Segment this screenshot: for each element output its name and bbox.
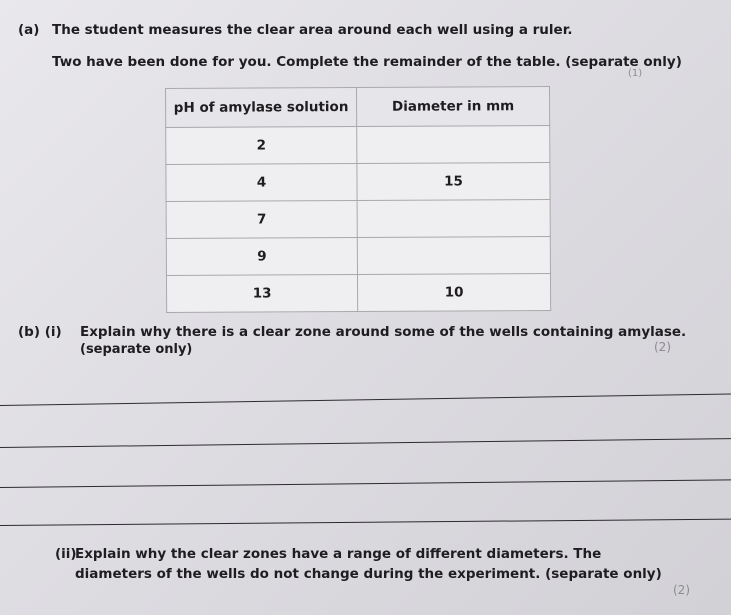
cell-diameter[interactable]: [357, 125, 550, 163]
table-row: [166, 273, 550, 312]
question-b-ii-label: (ii): [55, 546, 77, 562]
cell-ph: 2: [166, 126, 357, 164]
answer-line[interactable]: [0, 519, 731, 526]
question-b-ii-text-continued: diameters of the wells do not change during the experiment. (separate only): [75, 566, 662, 582]
table-row: [166, 125, 550, 164]
cell-ph: 9: [166, 237, 357, 275]
header-ph: pH of amylase solution: [166, 87, 357, 127]
cell-diameter[interactable]: [357, 236, 550, 274]
cell-diameter: 10: [357, 273, 550, 311]
table-row: [166, 162, 550, 201]
cell-ph: 4: [166, 163, 357, 201]
question-b-ii-text: Explain why the clear zones have a range of different diameters. The: [75, 546, 602, 562]
question-a-text: The student measures the clear area around each well using a ruler.: [52, 22, 573, 38]
table-row: [166, 199, 550, 238]
answer-line[interactable]: [0, 479, 731, 488]
question-a-instruction: Two have been done for you. Complete the remainder of the table. (separate only): [52, 54, 682, 70]
cell-ph: 7: [166, 200, 357, 238]
table-row: [166, 236, 550, 275]
question-b-text: Explain why there is a clear zone around some of the wells containing amylase.: [80, 324, 687, 340]
results-table: [165, 86, 551, 313]
marks-b-i: (2): [654, 340, 671, 354]
table-header-row: [166, 86, 550, 127]
header-diameter: Diameter in mm: [357, 86, 550, 126]
question-a-label: (a): [18, 22, 40, 38]
cell-ph: 13: [166, 274, 357, 312]
cell-diameter[interactable]: [357, 199, 550, 237]
marks-a: (1): [628, 68, 643, 79]
cell-diameter: 15: [357, 162, 550, 200]
answer-line[interactable]: [0, 438, 731, 448]
answer-line[interactable]: [0, 394, 731, 406]
question-b-label: (b) (i): [18, 324, 62, 340]
marks-b-ii: (2): [673, 583, 690, 597]
question-b-separate-note: (separate only): [80, 342, 193, 357]
